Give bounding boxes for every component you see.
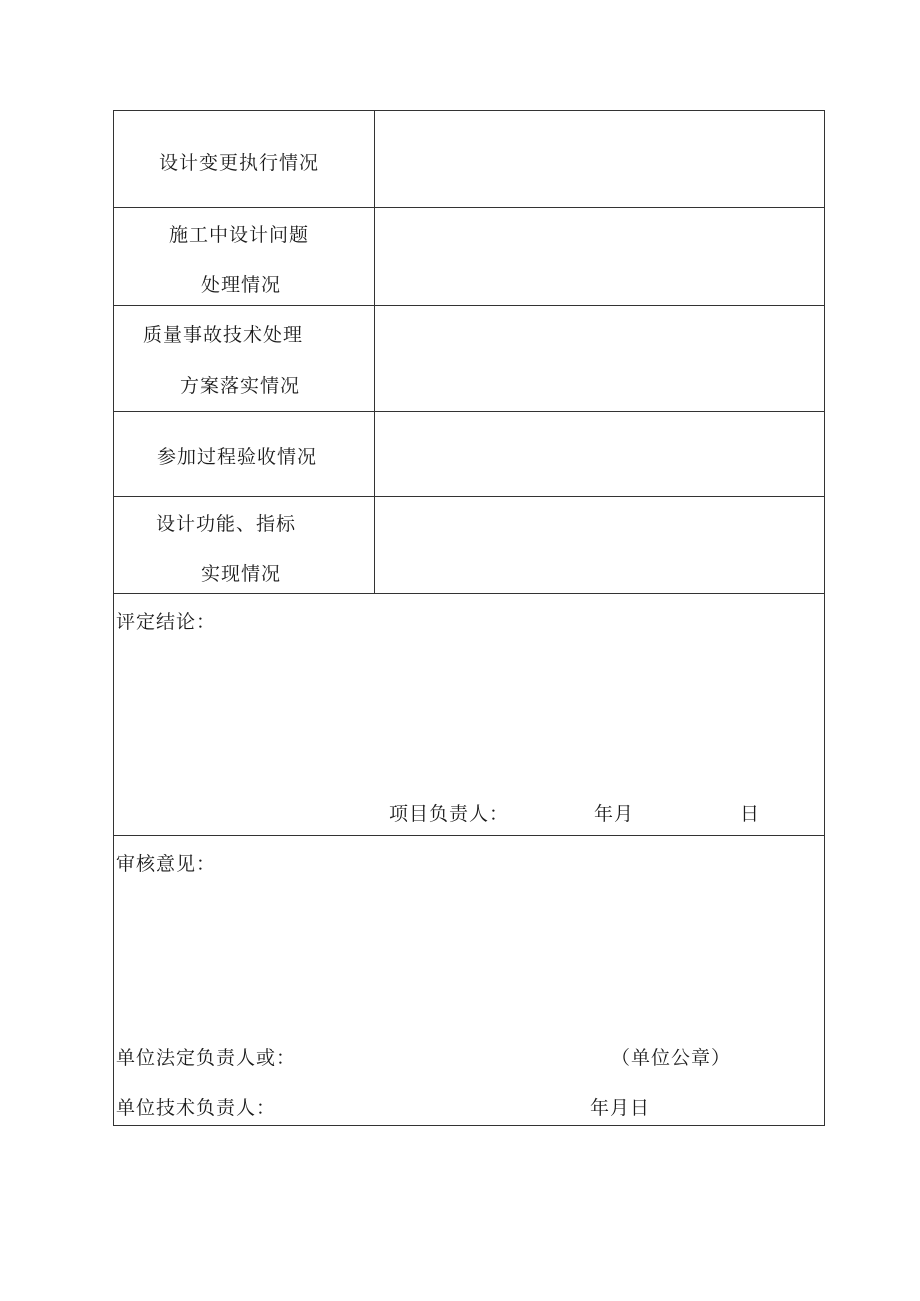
label-cell-process-acceptance — [114, 412, 375, 496]
label-design-change-execution: 设计变更执行情况 — [159, 152, 320, 174]
label-cell-quality-accident — [114, 306, 375, 411]
conclusion-title: 评定结论： — [116, 611, 217, 633]
label-cell-design-change — [114, 111, 375, 207]
label-design-issues-line1: 施工中设计问题 — [169, 224, 310, 246]
row-design-issues — [114, 208, 824, 306]
label-quality-accident-line2: 方案落实情况 — [180, 375, 301, 397]
legal-rep-label: 单位法定负责人或： — [116, 1047, 297, 1069]
value-cell-design-function[interactable] — [375, 497, 824, 593]
row-design-function — [114, 497, 824, 594]
review-date-label: 年月日 — [590, 1097, 651, 1119]
review-title: 审核意见： — [116, 853, 217, 875]
label-process-acceptance: 参加过程验收情况 — [157, 446, 318, 468]
tech-lead-label: 单位技术负责人： — [116, 1097, 277, 1119]
project-lead-label: 项目负责人： — [389, 803, 510, 825]
label-design-function-line2: 实现情况 — [201, 563, 282, 585]
label-design-function-line1: 设计功能、指标 — [156, 513, 297, 535]
label-design-issues-line2: 处理情况 — [201, 274, 282, 296]
conclusion-section[interactable] — [114, 594, 824, 836]
evaluation-form-table — [113, 110, 825, 1126]
conclusion-date-day: 日 — [740, 803, 761, 825]
review-section[interactable] — [114, 836, 824, 1125]
row-quality-accident — [114, 306, 824, 412]
row-design-change — [114, 111, 824, 208]
value-cell-quality-accident[interactable] — [375, 306, 824, 411]
value-cell-design-issues[interactable] — [375, 208, 824, 305]
unit-seal-label: （单位公章） — [611, 1047, 732, 1069]
value-cell-design-change[interactable] — [375, 111, 824, 207]
conclusion-date-year-month: 年月 — [594, 803, 635, 825]
label-cell-design-function — [114, 497, 375, 593]
label-quality-accident-line1: 质量事故技术处理 — [143, 324, 304, 346]
value-cell-process-acceptance[interactable] — [375, 412, 824, 496]
row-process-acceptance — [114, 412, 824, 497]
label-cell-design-issues — [114, 208, 375, 305]
